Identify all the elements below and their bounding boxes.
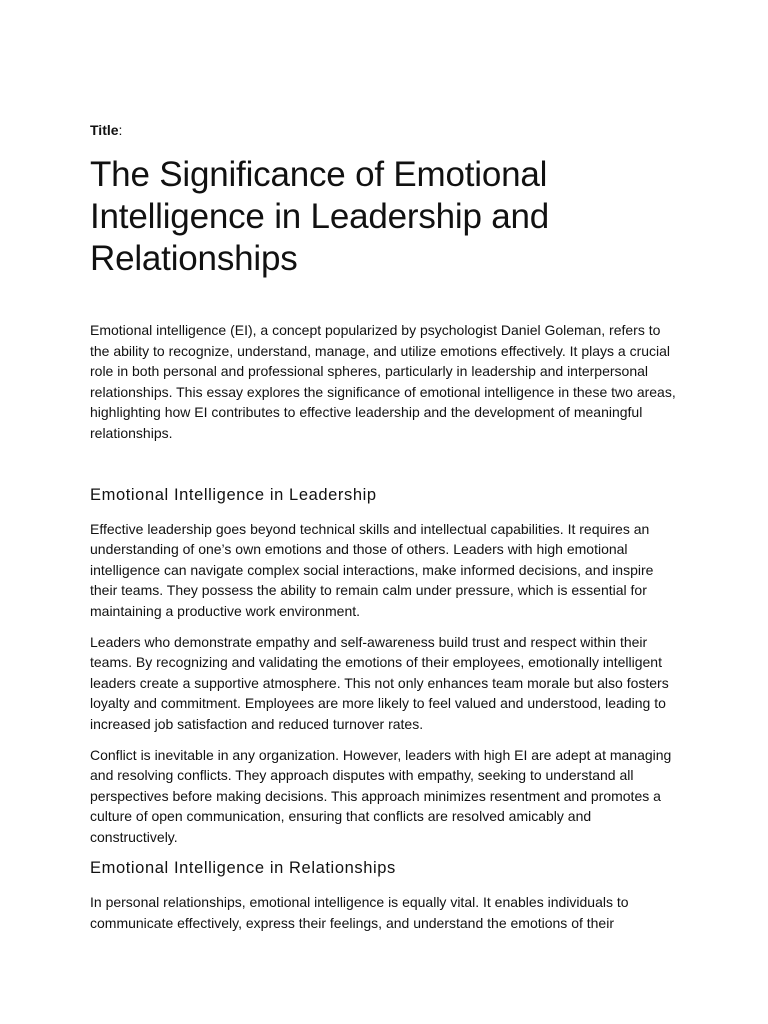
leadership-paragraph-1: Effective leadership goes beyond technical skills and intellectual capabilities. It requires an understanding of one’s own emotions and those of others. Leaders with high emotional intelligence can navigate complex social interactions, make informed decisions, and inspire their teams. They possess the ability to remain calm under pressure, which is essential for maintaining a productive work environment. bbox=[90, 520, 654, 619]
section-heading-leadership: Emotional Intelligence in Leadership bbox=[90, 485, 377, 504]
document-title: The Significance of Emotional Intelligence in Leadership and Relationships bbox=[90, 155, 550, 278]
title-label bbox=[90, 120, 678, 140]
intro-paragraph: Emotional intelligence (EI), a concept popularized by psychologist Daniel Goleman, refers to the ability to recognize, understand, manage, and utilize emotions effectively. It plays a crucial role in both personal and professional spheres, particularly in leadership and interpersonal relationships. This essay explores the significance of emotional intelligence in these two areas, highlighting how EI contributes to effective leadership and the development of meaningful relationships. bbox=[90, 322, 676, 441]
title-label-colon: : bbox=[118, 122, 123, 138]
section-heading-relationships: Emotional Intelligence in Relationships bbox=[90, 859, 396, 878]
document-page bbox=[90, 120, 678, 944]
relationships-paragraph-1: In personal relationships, emotional intelligence is equally vital. It enables individuals to communicate effectively, express their feelings, and understand the emotions of their bbox=[90, 894, 629, 932]
leadership-paragraph-2: Leaders who demonstrate empathy and self-awareness build trust and respect within their teams. By recognizing and validating the emotions of their employees, emotionally intelligent leaders create a supportive atmosphere. This not only enhances team morale but also fosters loyalty and commitment. Employees are more likely to feel valued and understood, leading to increased job satisfaction and reduced turnover rates. bbox=[90, 633, 669, 732]
leadership-paragraph-3: Conflict is inevitable in any organization. However, leaders with high EI are adept at managing and resolving conflicts. They approach disputes with empathy, seeking to understand all perspectives before making decisions. This approach minimizes resentment and promotes a culture of open communication, ensuring that conflicts are resolved amicably and constructively. bbox=[90, 746, 672, 845]
title-label-text: Title bbox=[90, 122, 119, 138]
